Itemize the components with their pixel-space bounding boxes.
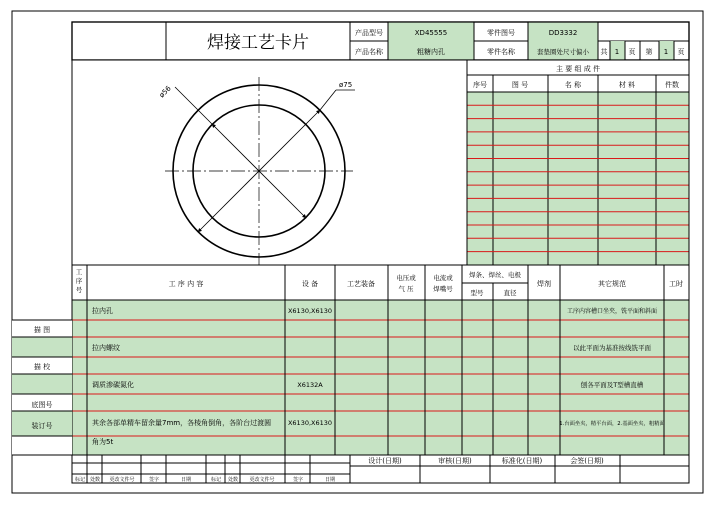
drawing-area [72,60,467,265]
page-label: 页 [628,48,636,56]
col-tooling: 工艺装备 [347,280,375,288]
col-current-2: 焊嘴号 [433,285,453,293]
part-name-label: 零件名称 [487,48,515,56]
total-pages: 1 [614,48,620,56]
row1-other: 工序内容槽口坐夹，铣平面和斜面 [566,308,658,315]
total-label: 共 [600,48,608,56]
sheet-number: 1 [663,48,669,56]
col-consumables: 焊条、焊丝、电极 [469,271,521,279]
rev-col-sign-2: 签字 [292,477,304,483]
product-model-value: XD45555 [414,29,448,37]
col-model: 型号 [470,289,484,297]
rev-col-mark-2: 标记 [210,477,222,483]
components-table [467,60,689,265]
footer-standardize: 标准化(日期) [501,457,543,465]
row3-other: 刨各平面及T型槽直槽 [580,381,644,389]
comp-col-drawing-no: 图 号 [511,81,529,89]
col-voltage-2: 气 压 [398,285,414,293]
rev-col-docno-1: 更改文件号 [109,477,135,483]
footer-review: 审核(日期) [438,457,472,465]
comp-col-seq: 序号 [473,81,487,89]
part-drawing-no-value: DD3332 [548,29,578,37]
footer-design: 设计(日期) [368,457,402,465]
side-label-binding-no: 装订号 [31,422,53,430]
row4-other: 1.台面坐夹，精平台面，2.基面坐夹，粗精面 [559,421,665,427]
row3-content: 调质渗碳氮化 [92,381,134,389]
outer-diameter-dim: ø75 [339,81,353,89]
row4-equipment: X6130,X6130 [287,419,333,427]
side-labels [12,320,72,455]
rev-col-date-2: 日期 [324,477,336,483]
page-label-2: 页 [677,48,685,56]
comp-col-name: 名 称 [564,81,582,89]
product-name-value: 粗糖内孔 [417,48,445,56]
rev-col-mark-1: 标记 [74,477,86,483]
side-label-base-drawing-no: 底图号 [31,401,53,409]
col-seq-2: 序 [75,277,83,285]
footer [72,455,689,483]
comp-col-qty: 件数 [665,81,679,89]
rev-col-docno-2: 更改文件号 [249,477,275,483]
product-model-label: 产品型号 [355,29,383,37]
col-diameter: 直径 [503,289,517,297]
col-content: 工 序 内 容 [168,280,204,288]
row2-content: 拉内螺纹 [92,344,120,352]
col-other: 其它规范 [598,280,626,288]
side-label-trace-check: 描 校 [33,363,51,371]
part-name-value: 套垫圈处尺寸偏小 [537,48,589,56]
row3-equipment: X6132A [297,381,323,389]
row2-other: 以此平面为基准按线铣平面 [573,344,651,352]
row1-equipment: X6130,X6130 [287,307,333,315]
col-hours: 工时 [669,280,683,288]
rev-col-date-1: 日期 [180,477,192,483]
inner-diameter-dim: ø56 [157,84,173,100]
part-drawing-no-label: 零件图号 [487,29,515,37]
header [72,22,689,60]
side-label-trace: 描 图 [33,326,51,334]
product-name-label: 产品名称 [355,48,383,56]
comp-col-material: 材 料 [618,81,636,89]
footer-countersign: 会签(日期) [570,457,604,465]
card-title: 焊接工艺卡片 [207,33,309,53]
col-flux: 焊剂 [537,280,551,288]
col-equipment: 设 备 [301,280,319,288]
col-seq-3: 号 [75,286,83,294]
rev-col-count-2: 处数 [227,477,239,483]
sheet-label: 第 [645,48,653,56]
row4-content-line2: 角为5t [92,438,114,446]
rev-col-count-1: 处数 [89,477,101,483]
col-voltage-1: 电压或 [396,274,416,282]
components-title: 主 要 组 成 件 [556,65,600,73]
col-seq-1: 工 [75,268,83,276]
row4-content-line1: 其余各部单精车留余量7mm，各棱角倒角，各阶台过渡圆 [92,419,272,427]
rev-col-sign-1: 签字 [148,477,160,483]
row1-content: 拉内孔 [92,307,113,315]
col-current-1: 电流或 [433,274,453,282]
process-table-body [72,300,689,455]
